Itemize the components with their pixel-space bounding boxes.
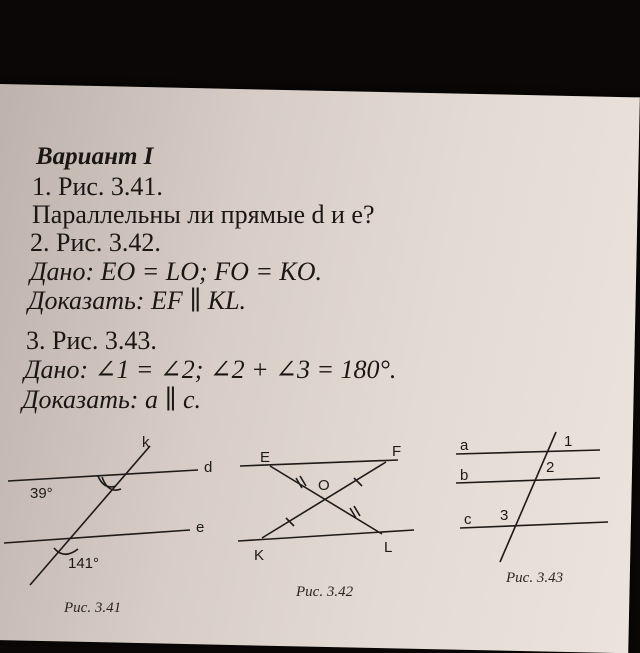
line-c: [460, 522, 608, 528]
label-L: L: [384, 539, 393, 556]
line-a: [456, 450, 600, 454]
label-O: O: [318, 477, 330, 494]
label-e: e: [196, 519, 205, 536]
label-angle-2: 2: [546, 459, 555, 476]
label-F: F: [392, 443, 402, 460]
label-E: E: [260, 449, 271, 466]
label-c: c: [464, 511, 472, 528]
caption-3-43: Рис. 3.43: [506, 570, 564, 586]
task1-ref: 1. Рис. 3.41.: [32, 172, 163, 201]
line-e: [4, 530, 190, 543]
label-K: K: [254, 547, 265, 564]
caption-3-41: Рис. 3.41: [64, 600, 122, 616]
label-angle-1: 1: [564, 433, 573, 450]
label-angle-3: 3: [500, 507, 509, 524]
task2-given: Дано: EO = LO; FO = KO.: [30, 257, 323, 286]
task3-given: Дано: ∠1 = ∠2; ∠2 + ∠3 = 180°.: [24, 355, 397, 384]
label-k: k: [142, 434, 150, 451]
caption-3-42: Рис. 3.42: [296, 584, 354, 600]
variant-title: Вариант I: [36, 143, 154, 170]
line-b: [456, 478, 600, 483]
label-angle-141: 141°: [68, 555, 100, 572]
segment-fk: [262, 462, 386, 538]
figure-3-43: [456, 432, 608, 562]
label-angle-39: 39°: [30, 485, 53, 502]
label-a: a: [460, 437, 469, 454]
task2-ref: 2. Рис. 3.42.: [30, 228, 161, 257]
task3-ref: 3. Рис. 3.43.: [26, 326, 157, 355]
task1-question: Параллельны ли прямые d и e?: [32, 200, 375, 229]
task3-prove: Доказать: a ∥ c.: [22, 385, 202, 414]
task2-prove: Доказать: EF ∥ KL.: [28, 286, 247, 315]
label-b: b: [460, 467, 469, 484]
figure-3-42: [238, 460, 414, 541]
label-d: d: [204, 459, 213, 476]
tick-ol-2: [354, 506, 360, 516]
figure-3-41: [4, 446, 198, 585]
